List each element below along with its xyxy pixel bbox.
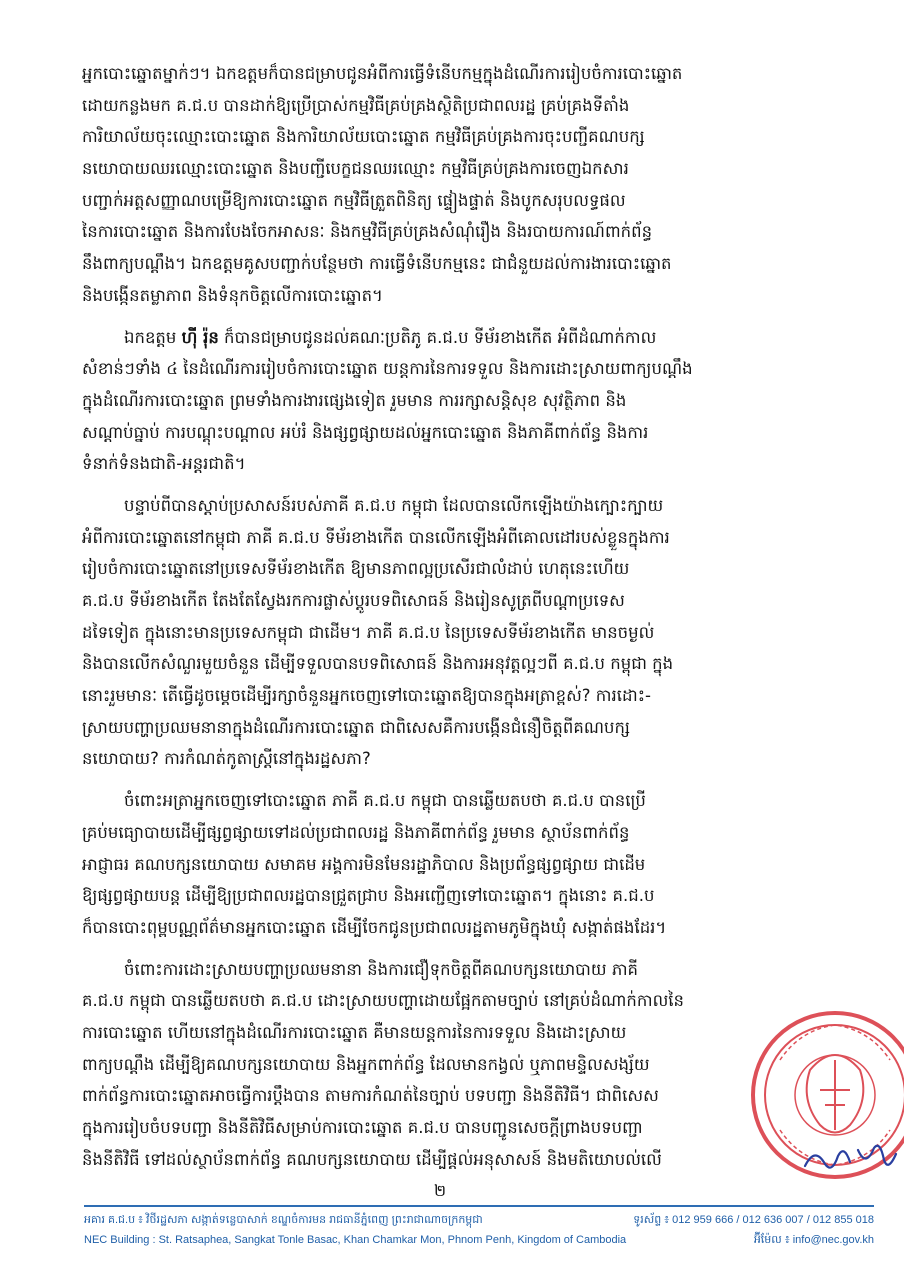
- text-line: ការបោះឆ្នោត ហើយនៅក្នុងដំណើរការបោះឆ្នោត គឺមានយន្តការនៃការទទួល និងដោះស្រាយ: [82, 1022, 627, 1042]
- footer-address-km: អគារ គ.ជ.ប ៖ វិថីរដ្ឋសភា សង្កាត់ទន្លេបាសាក់ ខណ្ឌចំការមន រាជធានីភ្នំពេញ ព្រះរាជាណាចក្រកម្ពុជា: [84, 1214, 483, 1226]
- text-line: នោះរួមមានៈ តើធ្វើដូចម្ដេចដើម្បីរក្សាចំនួនអ្នកចេញទៅបោះឆ្នោតឱ្យបានក្នុងអត្រាខ្ពស់? ការដោះ-: [82, 686, 651, 706]
- text-line: នយោបាយឈរឈ្មោះបោះឆ្នោត និងបញ្ជីបេក្ខជនឈរឈ្មោះ កម្មវិធីគ្រប់គ្រងការចេញឯកសារ: [82, 159, 629, 179]
- signature-icon: [800, 1138, 900, 1178]
- text-line: នឹងពាក្យបណ្ដឹង។ ឯកឧត្តមគូសបញ្ជាក់បន្ថែមថា ការធ្វើទំនើបកម្មនេះ ជាជំនួយដល់ការងារបោះឆ្នោត: [82, 254, 672, 274]
- honorific-rest: ក៏បានជម្រាបជូនដល់គណៈប្រតិភូ គ.ជ.ប ទីម័រខាងកើត អំពីដំណាក់កាល: [218, 327, 657, 347]
- footer-email[interactable]: អ៊ីម៉ែល ៖ info@nec.gov.kh: [753, 1234, 874, 1246]
- text-line: ដទៃទៀត ក្នុងនោះមានប្រទេសកម្ពុជា ជាដើម។ ភាគី គ.ជ.ប នៃប្រទេសទីម័រខាងកើត មានចម្ងល់: [82, 622, 655, 642]
- text-line: និងនីតិវិធី ទៅដល់ស្ថាប័នពាក់ព័ន្ធ គណបក្សនយោបាយ ដើម្បីផ្ដល់អនុសាសន៍ និងមតិយោបល់លើ: [82, 1149, 662, 1169]
- text-line: បញ្ជាក់អត្តសញ្ញាណបម្រើឱ្យការបោះឆ្នោត កម្មវិធីត្រួតពិនិត្យ ផ្ទៀងផ្ទាត់ និងបូកសរុបលទ្ធផល: [82, 190, 626, 210]
- text-line: សំខាន់ៗទាំង ៤ នៃដំណើរការរៀបចំការបោះឆ្នោត យន្តការនៃការទទួល និងការដោះស្រាយពាក្យបណ្ដឹង: [82, 359, 693, 379]
- text-line: ចំពោះអត្រាអ្នកចេញទៅបោះឆ្នោត ភាគី គ.ជ.ប កម្ពុជា បានឆ្លើយតបថា គ.ជ.ប បានប្រើ: [124, 791, 646, 811]
- footer: [84, 1210, 874, 1260]
- text-line: គ.ជ.ប កម្ពុជា បានឆ្លើយតបថា គ.ជ.ប ដោះស្រាយបញ្ហាដោយផ្អែកតាមច្បាប់ នៅគ្រប់ដំណាក់កាលនៃ: [82, 991, 684, 1011]
- text-line: សណ្ដាប់ធ្នាប់ ការបណ្ដុះបណ្ដាល អប់រំ និងផ្សព្វផ្សាយដល់អ្នកបោះឆ្នោត និងភាគីពាក់ព័ន្ធ និងការ: [82, 422, 649, 442]
- page-number: ២: [433, 1181, 447, 1200]
- text-line: ស្រាយបញ្ហាប្រឈមនានាក្នុងដំណើរការបោះឆ្នោត ជាពិសេសគឺការបង្កើនជំនឿចិត្តពីគណបក្ស: [82, 717, 630, 737]
- text-line: នៃការបោះឆ្នោត និងការបែងចែកអាសនៈ និងកម្មវិធីគ្រប់គ្រងសំណុំរឿង និងរបាយការណ៍ពាក់ព័ន្ធ: [82, 222, 653, 242]
- text-line: និងបានលើកសំណួរមួយចំនួន ដើម្បីទទួលបានបទពិសោធន៍ និងការអនុវត្តល្អៗពី គ.ជ.ប កម្ពុជា ក្នុង: [82, 654, 674, 674]
- text-line: ដោយកន្លងមក គ.ជ.ប បានដាក់ឱ្យប្រើប្រាស់កម្មវិធីគ្រប់គ្រងស្ថិតិប្រជាពលរដ្ឋ គ្រប់គ្រងទីតាំង: [82, 95, 630, 115]
- text-line-with-name: [82, 322, 830, 354]
- footer-divider: [84, 1205, 874, 1207]
- text-line: អំពីការបោះឆ្នោតនៅកម្ពុជា ភាគី គ.ជ.ប ទីម័រខាងកើត បានលើកឡើងអំពីគោលដៅរបស់ខ្លួនក្នុងការ: [82, 527, 670, 547]
- footer-address-en: NEC Building : St. Ratsaphea, Sangkat Tonle Basac, Khan Chamkar Mon, Phnom Penh, Kingdom of Cambodia: [84, 1234, 627, 1246]
- text-line: អាជ្ញាធរ គណបក្សនយោបាយ សមាគម អង្គការមិនមែនរដ្ឋាភិបាល និងប្រព័ន្ធផ្សព្វផ្សាយ ជាដើម: [82, 854, 646, 874]
- person-name: ហ៊ី រ៉ុន: [181, 327, 219, 347]
- text-line: អ្នកបោះឆ្នោតម្នាក់ៗ។ ឯកឧត្តមក៏បានជម្រាបជូនអំពីការធ្វើទំនើបកម្មក្នុងដំណើរការរៀបចំការបោះឆ្នោត: [82, 64, 683, 83]
- text-line: និងបង្កើនតម្លាភាព និងទំនុកចិត្តលើការបោះឆ្នោត។: [82, 285, 383, 305]
- text-line: ក៏បានបោះពុម្ពបណ្ណព័ត៌មានអ្នកបោះឆ្នោត ដើម្បីចែកជូនប្រជាពលរដ្ឋតាមភូមិក្នុងឃុំ សង្កាត់ផងដែរ។: [82, 917, 667, 937]
- text-line: ចំពោះការដោះស្រាយបញ្ហាប្រឈមនានា និងការជឿទុកចិត្តពីគណបក្សនយោបាយ ភាគី: [124, 959, 639, 979]
- text-line: រៀបចំការបោះឆ្នោតនៅប្រទេសទីម័រខាងកើត ឱ្យមានភាពល្អប្រសើរជាលំដាប់ ហេតុនេះហើយ: [82, 559, 630, 579]
- text-line: នយោបាយ? ការកំណត់កូតាស្ត្រីនៅក្នុងរដ្ឋសភា?: [82, 749, 371, 769]
- document-body: [82, 58, 830, 1175]
- text-line: ពាក់ព័ន្ធការបោះឆ្នោតអាចធ្វើការប្ដឹងបាន តាមការកំណត់នៃច្បាប់ បទបញ្ជា និងនីតិវិធី។ ជាពិសេស: [82, 1086, 659, 1106]
- footer-phone: ទូរស័ព្ទ ៖ 012 959 666 / 012 636 007 / 012 855 018: [633, 1214, 874, 1226]
- text-line: ពាក្យបណ្ដឹង ដើម្បីឱ្យគណបក្សនយោបាយ និងអ្នកពាក់ព័ន្ធ ដែលមានកង្វល់ ឬភាពមន្ទិលសង្ស័យ: [82, 1054, 650, 1074]
- honorific-text: ឯកឧត្តម: [124, 327, 182, 347]
- text-line: បន្ទាប់ពីបានស្ដាប់ប្រសាសន៍របស់ភាគី គ.ជ.ប កម្ពុជា ដែលបានលើកឡើងយ៉ាងក្បោះក្បាយ: [124, 495, 664, 515]
- text-line: ការិយាល័យចុះឈ្មោះបោះឆ្នោត និងការិយាល័យបោះឆ្នោត កម្មវិធីគ្រប់គ្រងការចុះបញ្ជីគណបក្ស: [82, 127, 645, 147]
- text-line: ទំនាក់ទំនងជាតិ-អន្តរជាតិ។: [82, 454, 246, 474]
- text-line: ឱ្យផ្សព្វផ្សាយបន្ត ដើម្បីឱ្យប្រជាពលរដ្ឋបានជ្រួតជ្រាប និងអញ្ជើញទៅបោះឆ្នោត។ ក្នុងនោះ គ.ជ.ប: [82, 886, 655, 906]
- text-line: ក្នុងការរៀបចំបទបញ្ជា និងនីតិវិធីសម្រាប់ការបោះឆ្នោត គ.ជ.ប បានបញ្ជូនសេចក្ដីព្រាងបទបញ្ជា: [82, 1118, 643, 1137]
- text-line: ក្នុងដំណើរការបោះឆ្នោត ព្រមទាំងការងារផ្សេងទៀត រួមមាន ការរក្សាសន្តិសុខ សុវត្ថិភាព និង: [82, 390, 627, 410]
- text-line: គ្រប់មធ្យោបាយដើម្បីផ្សព្វផ្សាយទៅដល់ប្រជាពលរដ្ឋ និងភាគីពាក់ព័ន្ធ រួមមាន ស្ថាប័នពាក់ព័ន្ធ: [82, 822, 630, 842]
- text-line: គ.ជ.ប ទីម័រខាងកើត តែងតែស្វែងរកការផ្លាស់ប្ដូរបទពិសោធន៍ និងរៀនសូត្រពីបណ្ដាប្រទេស: [82, 591, 625, 610]
